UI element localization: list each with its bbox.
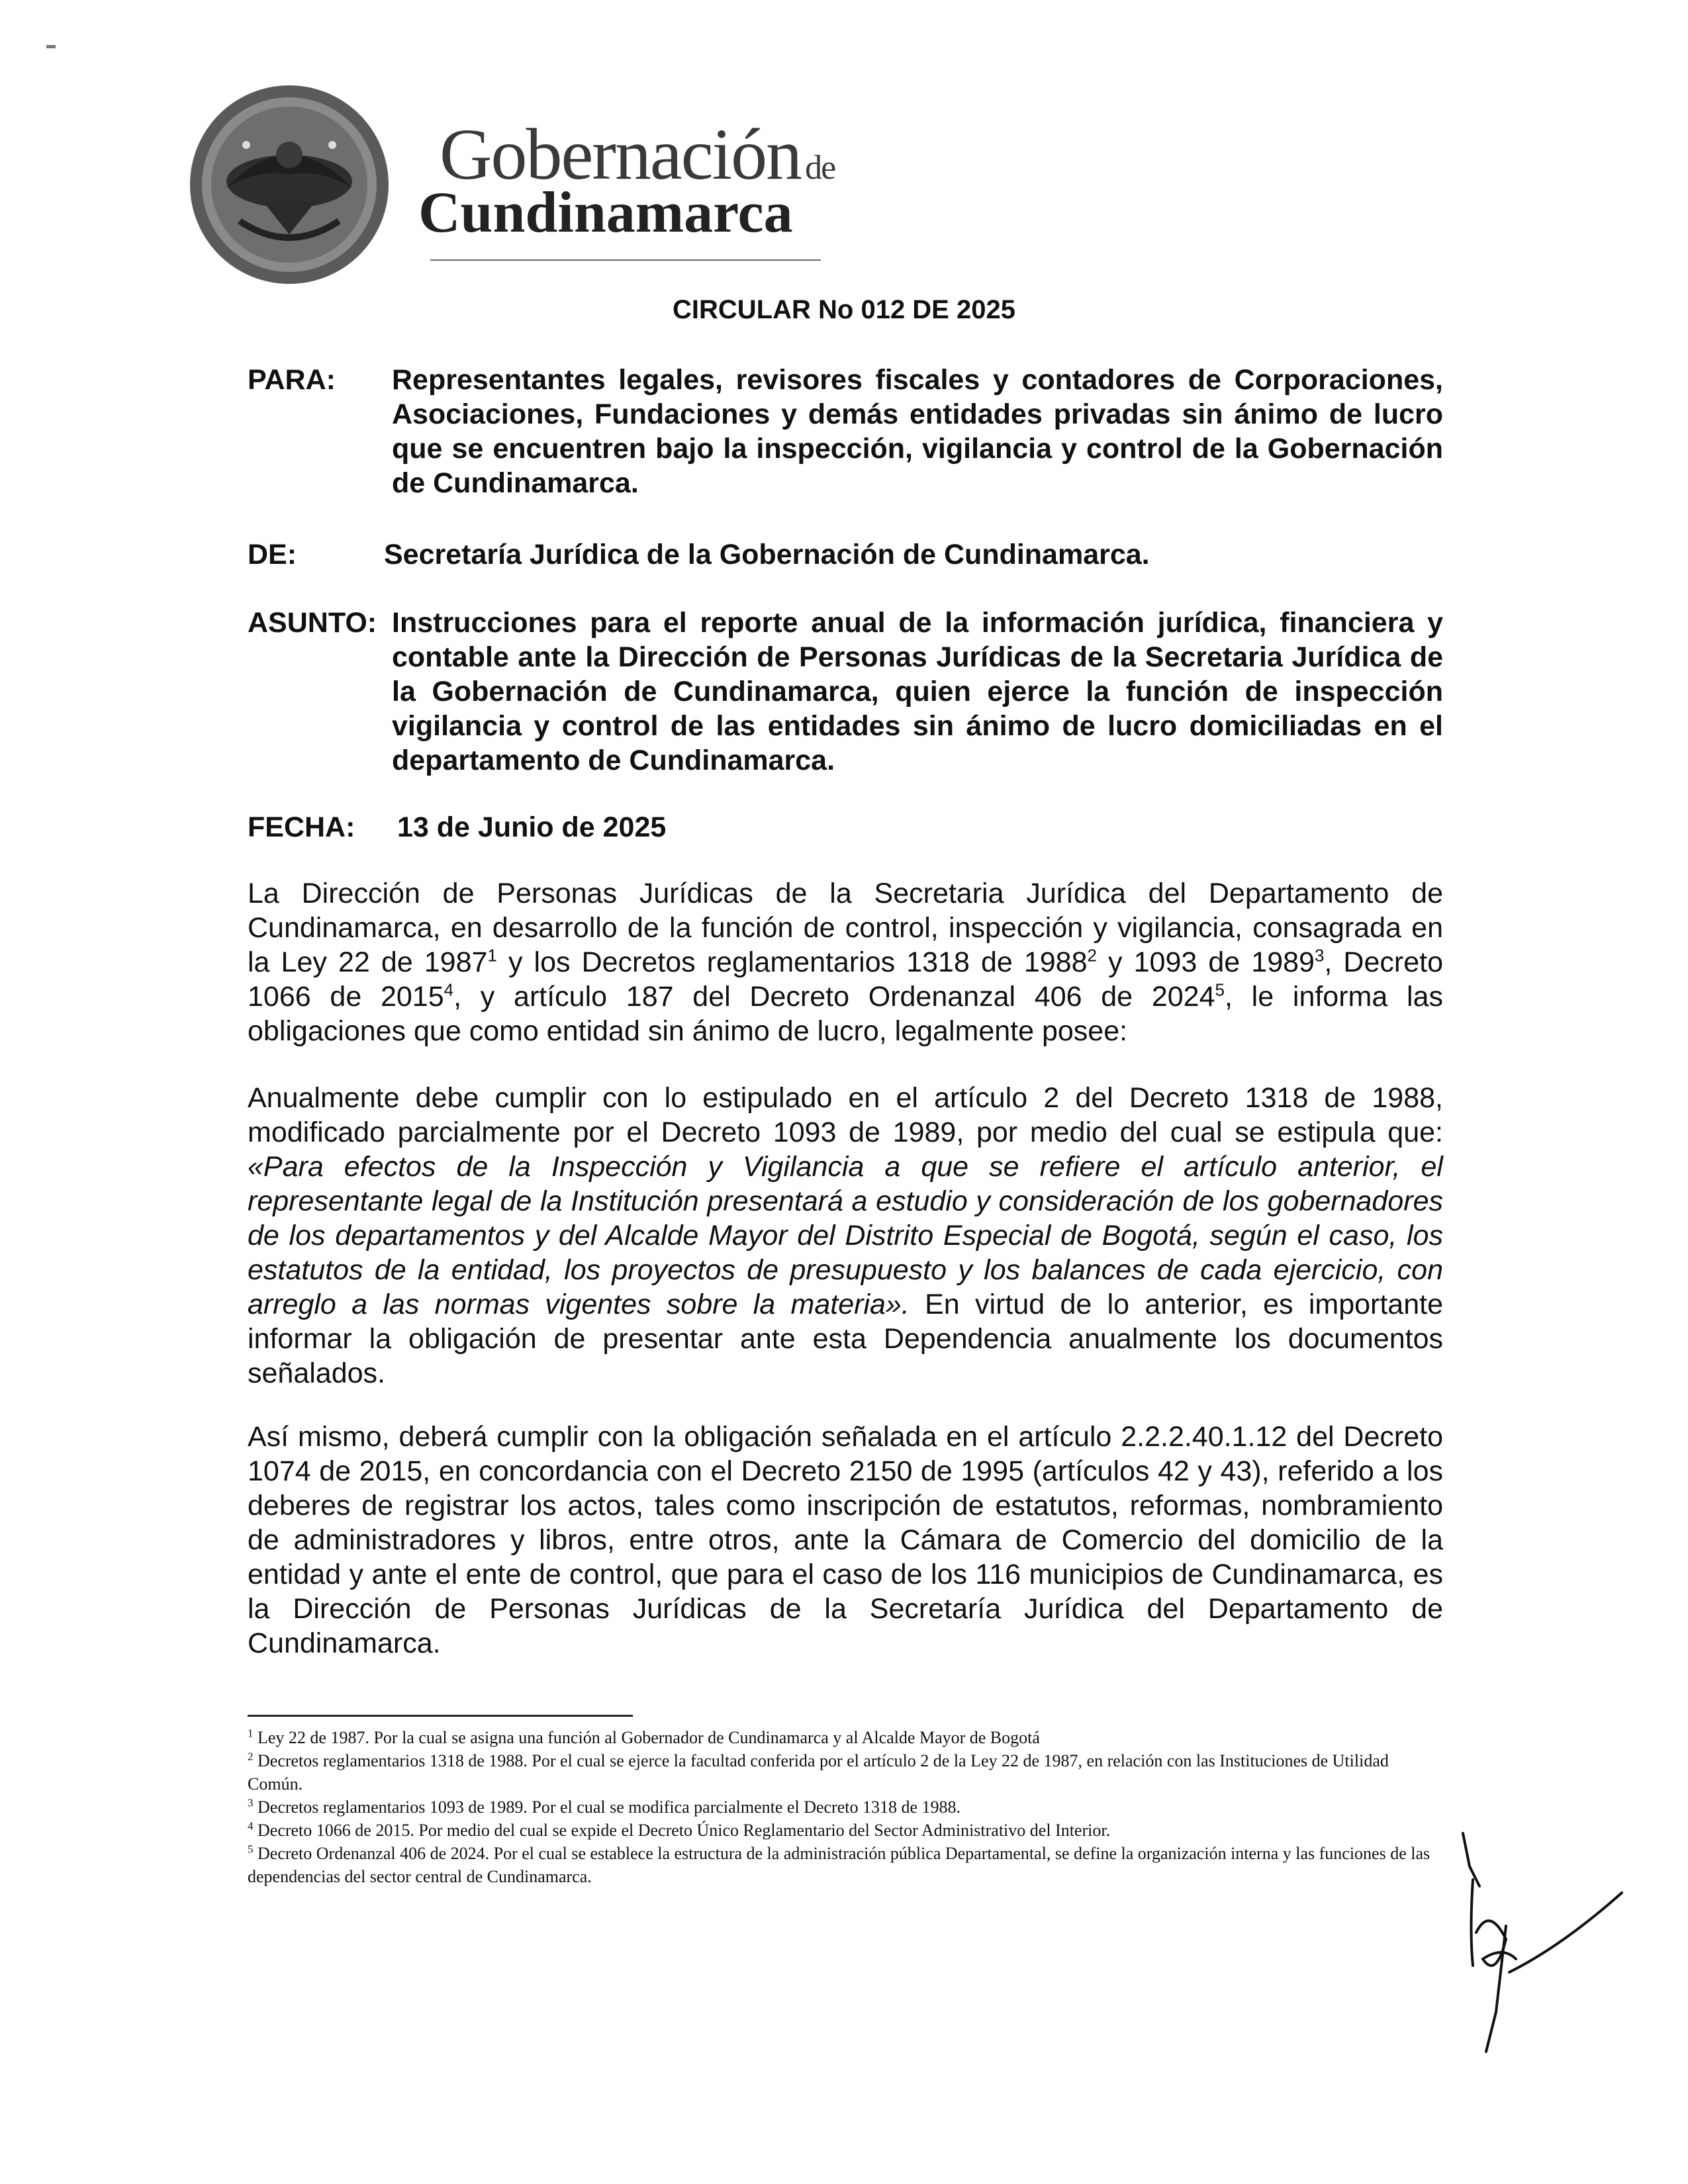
de-text: Secretaría Jurídica de la Gobernación de Cundinamarca. <box>384 539 1150 570</box>
logo-underline <box>430 259 821 261</box>
para-label: PARA: <box>248 364 336 396</box>
fecha-label: FECHA: <box>248 811 355 843</box>
asunto-text: Instrucciones para el reporte anual de la información jurídica, financiera y contable ante la Dirección de Personas Jurídicas de la Secretaria Jurídica de la Gobernación de Cundinamarca, quien ejerce la función de inspección vigilancia y control de las entidades sin ánimo de lucro domiciliadas en el departamento de Cundinamarca. <box>392 607 1443 776</box>
fecha-text: 13 de Junio de 2025 <box>397 811 667 843</box>
handwritten-signature <box>1443 1827 1642 2091</box>
logo-wordmark-top <box>440 114 835 195</box>
p3-text: Así mismo, deberá cumplir con la obligación señalada en el artículo 2.2.2.40.1.12 del Decreto 1074 de 2015, en concordancia con el Decreto 2150 de 1995 (artículos 42 y 43), referido a los deberes de registrar los actos, tales como inscripción de estatutos, reformas, nombramiento de administradores y libros, entre otros, ante la Cámara de Comercio del domicilio de la entidad y ante el ente de control, que para el caso de los 116 municipios de Cundinamarca, es la Dirección de Personas Jurídicas de la Secretaría Jurídica del Departamento de Cundinamarca. <box>248 1421 1443 1659</box>
circular-title: CIRCULAR No 012 DE 2025 <box>673 295 1015 324</box>
footnotes <box>248 1726 1443 1888</box>
footnote-3-number: 3 <box>248 1796 254 1809</box>
p2-quote: «Para efectos de la Inspección y Vigilancia a que se refiere el artículo anterior, el representante legal de la Institución presentará a estudio y consideración de los gobernadores de los departamentos y del Alcalde Mayor del Distrito Especial de Bogotá, según el caso, los estatutos de la entidad, los proyectos de presupuesto y los balances de cada ejercicio, con arreglo a las normas vigentes sobre la materia». <box>248 1151 1443 1320</box>
footnote-ref-4: 4 <box>444 979 454 1000</box>
de-label: DE: <box>248 539 297 570</box>
footnote-2-text: Decretos reglamentarios 1318 de 1988. Por el cual se ejerce la facultad conferida por el artículo 2 de la Ley 22 de 1987, en relación con las Instituciones de Utilidad Común. <box>248 1751 1389 1794</box>
asunto-label: ASUNTO: <box>248 607 377 639</box>
p1-text-f: , le informa las obligaciones que como entidad sin ánimo de lucro, legalmente posee: <box>248 981 1443 1047</box>
footnote-4-text: Decreto 1066 de 2015. Por medio del cual se expide el Decreto Único Reglamentario del Sector Administrativo del Interior. <box>258 1821 1111 1840</box>
footnote-5-text: Decreto Ordenanzal 406 de 2024. Por el cual se establece la estructura de la administración pública Departamental, se define la organización interna y las funciones de las dependencias del sector central de Cundinamarca. <box>248 1844 1430 1886</box>
footnote-ref-1: 1 <box>487 945 497 966</box>
body-paragraph-1 <box>248 876 1443 1048</box>
footnote-2 <box>248 1749 1443 1796</box>
footnote-4-number: 4 <box>248 1819 254 1833</box>
logo-gobernacion: Gobernación <box>440 114 802 195</box>
footnote-1 <box>248 1726 1443 1749</box>
para-text: Representantes legales, revisores fiscales y contadores de Corporaciones, Asociaciones, Fundaciones y demás entidades privadas sin ánimo de lucro que se encuentren bajo la inspección, vigilancia y control de la Gobernación de Cundinamarca. <box>392 364 1443 499</box>
footnote-1-number: 1 <box>248 1727 254 1740</box>
footnote-2-number: 2 <box>248 1750 254 1763</box>
footnote-1-text: Ley 22 de 1987. Por la cual se asigna una función al Gobernador de Cundinamarca y al Alcalde Mayor de Bogotá <box>258 1728 1040 1747</box>
footnote-5-number: 5 <box>248 1843 254 1856</box>
scan-speck <box>46 45 56 48</box>
body-paragraph-2 <box>248 1081 1443 1390</box>
footnote-4 <box>248 1819 1443 1842</box>
footnote-3-text: Decretos reglamentarios 1093 de 1989. Por el cual se modifica parcialmente el Decreto 1318 de 1988. <box>258 1797 961 1817</box>
coat-of-arms-seal <box>187 82 392 287</box>
footnote-ref-5: 5 <box>1215 979 1225 1000</box>
footnote-ref-2: 2 <box>1087 945 1097 966</box>
footnote-ref-3: 3 <box>1314 945 1325 966</box>
footnote-5 <box>248 1842 1443 1888</box>
logo-cundinamarca: Cundinamarca <box>418 181 793 245</box>
p2-text-a: Anualmente debe cumplir con lo estipulado en el artículo 2 del Decreto 1318 de 1988, modificado parcialmente por el Decreto 1093 de 1989, por medio del cual se estipula que: <box>248 1082 1443 1148</box>
p1-text-d: , Decreto 1066 de 2015 <box>248 946 1443 1013</box>
p1-text-e: , y artículo 187 del Decreto Ordenanzal 406 de 2024 <box>453 981 1215 1013</box>
footnote-3 <box>248 1796 1443 1819</box>
logo-de: de <box>805 149 835 187</box>
body-paragraph-3 <box>248 1420 1443 1661</box>
p1-text-a: La Dirección de Personas Jurídicas de la Secretaria Jurídica del Departamento de Cundinamarca, en desarrollo de la función de control, inspección y vigilancia, consagrada en la Ley 22 de 1987 <box>248 878 1443 978</box>
p1-text-b: y los Decretos reglamentarios 1318 de 1988 <box>496 946 1088 978</box>
footnote-separator <box>248 1715 633 1717</box>
p2-text-b: En virtud de lo anterior, es importante informar la obligación de presentar ante esta Dependencia anualmente los documentos señalados. <box>248 1289 1443 1389</box>
p1-text-c: y 1093 de 1989 <box>1096 946 1315 978</box>
